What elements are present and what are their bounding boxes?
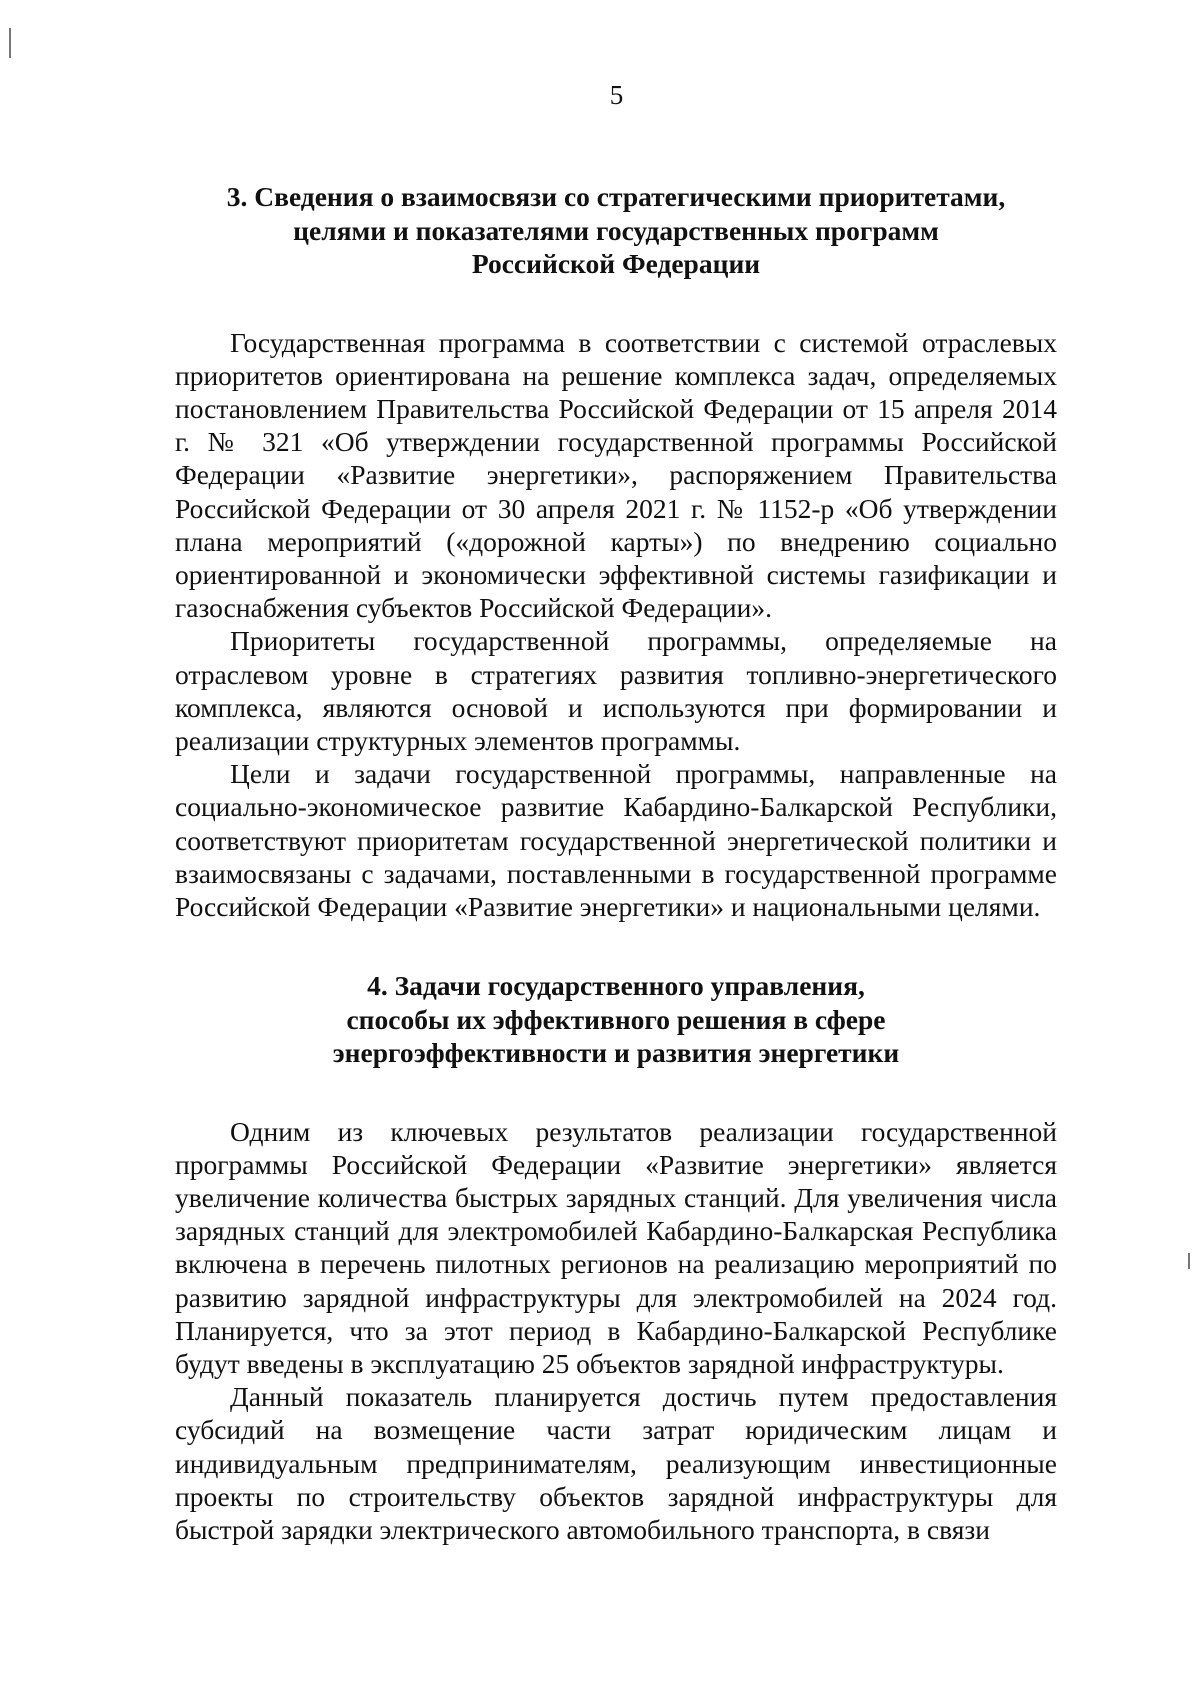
heading-line: 3. Сведения о взаимосвязи со стратегическими приоритетами, — [226, 181, 1006, 212]
scan-edge-mark — [1188, 1253, 1190, 1269]
section-3-heading — [175, 180, 1057, 281]
page-number: 5 — [609, 80, 624, 110]
heading-line: Российской Федерации — [471, 248, 761, 279]
heading-line: целями и показателями государственных программ — [293, 214, 939, 246]
paragraph: Одним из ключевых результатов реализации государственной программы Российской Федерации «Развитие энергетики» является увеличение количества быстрых зарядных станций. Для увеличения числа зарядных станций для электромобилей Кабардино-Балкарская Республика включена в перечень пилотных регионов на реализацию мероприятий по развитию зарядной инфраструктуры для электромобилей на 2024 год. Планируется, что за этот период в Кабардино-Балкарской Республике будут введены в эксплуатацию 25 объектов зарядной инфраструктуры. — [175, 1115, 1057, 1380]
paragraph: Данный показатель планируется достичь путем предоставления субсидий на возмещение части затрат юридическим лицам и индивидуальным предпринимателям, реализующим инвестиционные проекты по строительству объектов зарядной инфраструктуры для быстрой зарядки электрического автомобильного транспорта, в связи — [175, 1381, 1057, 1546]
document-body — [175, 180, 1057, 1546]
heading-line: способы их эффективного решения в сфере — [346, 1003, 886, 1035]
paragraph: Цели и задачи государственной программы, направленные на социально-экономическое развитие Кабардино-Балкарской Республики, соответствуют приоритетам государственной энергетической политики и взаимосвязаны с задачами, поставленными в государственной программе Российской Федерации «Развитие энергетики» и национальными целями. — [175, 758, 1057, 922]
heading-line: 4. Задачи государственного управления, — [367, 970, 865, 1002]
heading-line: энергоэффективности и развития энергетики — [332, 1037, 900, 1069]
paragraph: Приоритеты государственной программы, определяемые на отраслевом уровне в стратегиях развития топливно-энергетического комплекса, являются основой и используются при формировании и реализации структурных элементов программы. — [175, 625, 1057, 756]
paragraph: Государственная программа в соответствии с системой отраслевых приоритетов ориентирована на решение комплекса задач, определяемых постановлением Правительства Российской Федерации от 15 апреля 2014 г. № 321 «Об утверждении государственной программы Российской Федерации «Развитие энергетики», распоряжением Правительства Российской Федерации от 30 апреля 2021 г. № 1152-р «Об утверждении плана мероприятий («дорожной карты») по внедрению социально ориентированной и экономически эффективной системы газификации и газоснабжения субъектов Российской Федерации». — [175, 326, 1057, 624]
scan-edge-mark — [9, 28, 11, 58]
section-4-heading — [175, 969, 1057, 1070]
